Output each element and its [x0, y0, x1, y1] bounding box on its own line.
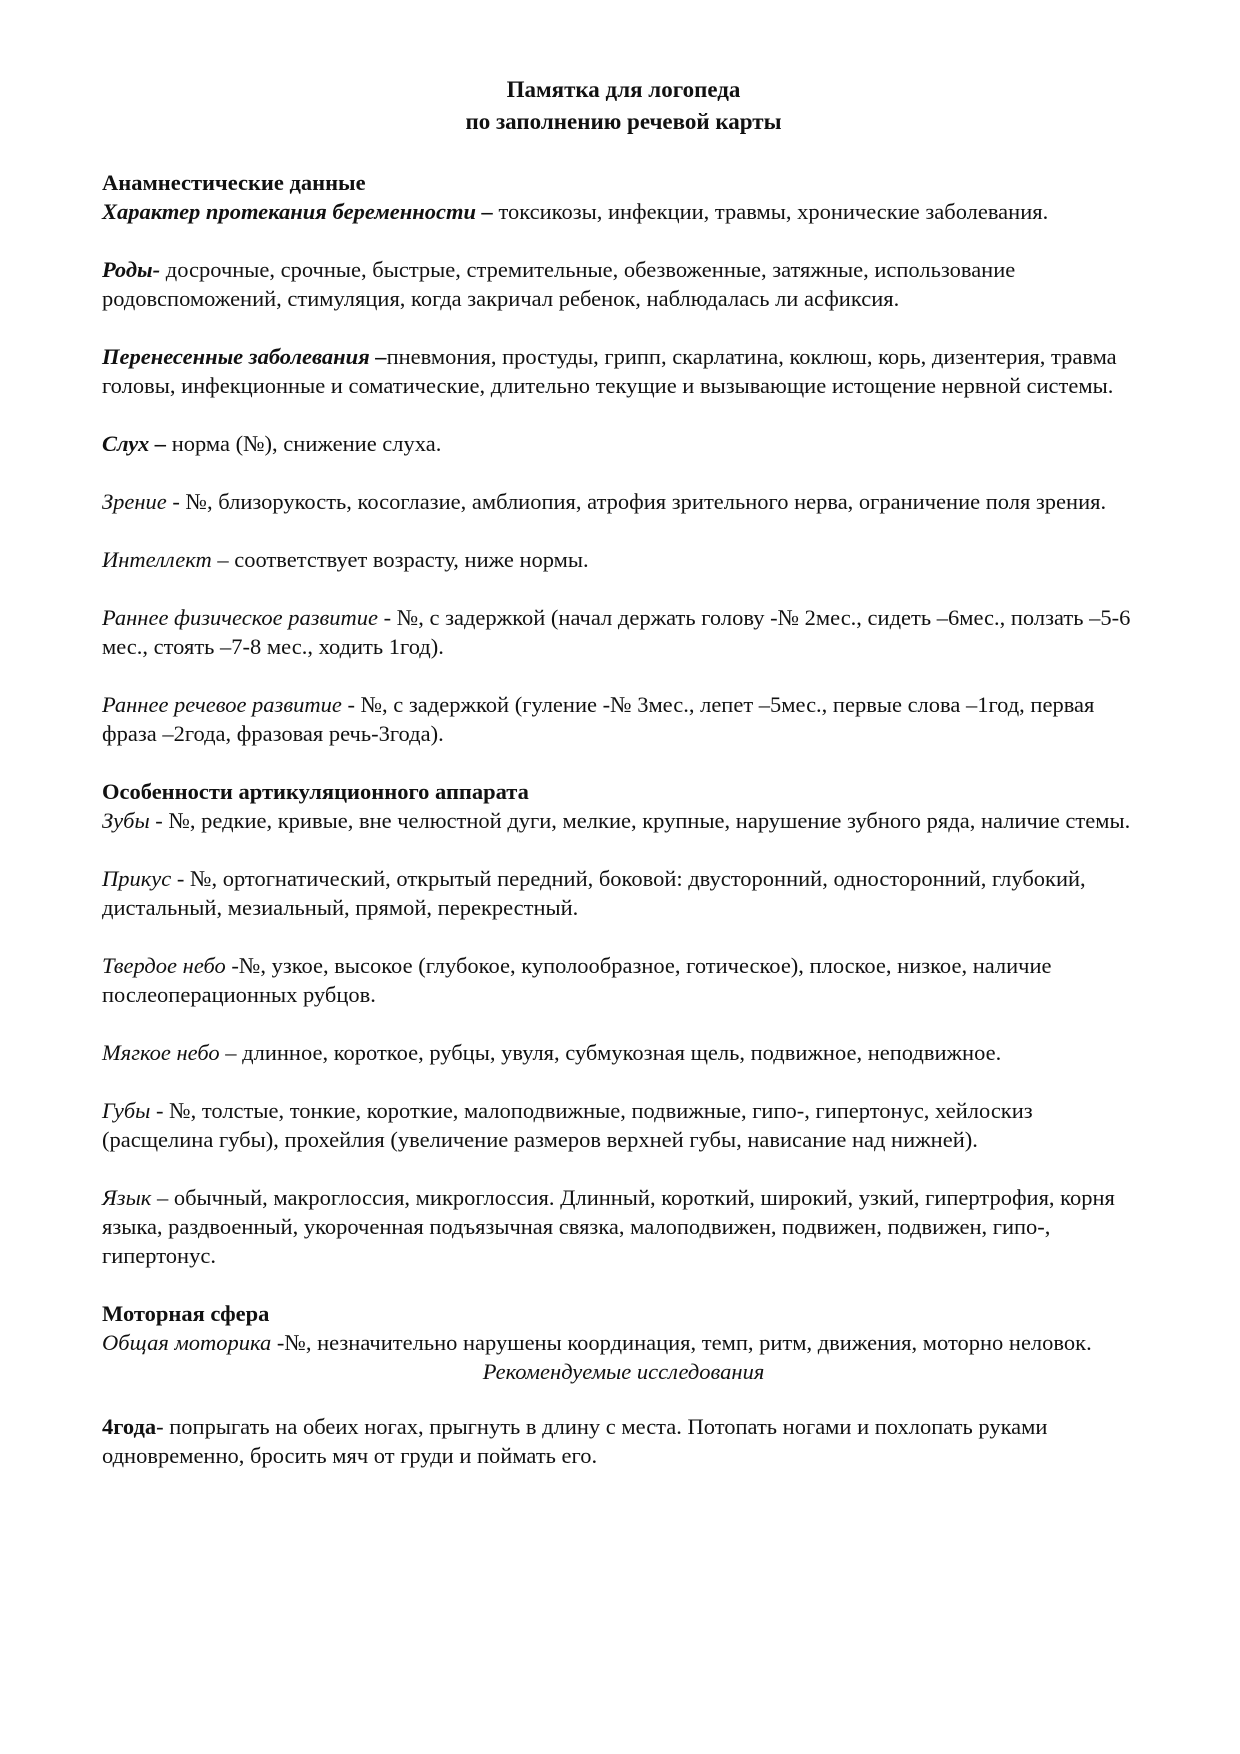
para-soft-palate — [102, 1038, 1145, 1067]
para-tongue — [102, 1183, 1145, 1270]
text-general-motor: №, незначительно нарушены координация, темп, ритм, движения, моторно неловок. — [284, 1330, 1092, 1355]
para-speech — [102, 690, 1145, 748]
para-vision — [102, 487, 1145, 516]
para-intellect — [102, 545, 1145, 574]
label-vision: Зрение - — [102, 489, 186, 514]
label-diseases: Перенесенные заболевания – — [102, 344, 387, 369]
text-birth: досрочные, срочные, быстрые, стремительные, обезвоженные, затяжные, использование родовспоможений, стимуляция, когда закричал ребенок, наблюдалась ли асфиксия. — [102, 257, 1016, 311]
para-lips — [102, 1096, 1145, 1154]
document-title — [102, 74, 1145, 138]
para-general-motor — [102, 1328, 1145, 1357]
title-line-1: Памятка для логопеда — [506, 77, 741, 102]
text-hearing: норма (№), снижение слуха. — [171, 431, 442, 456]
text-hard-palate: №, узкое, высокое (глубокое, куполообразное, готическое), плоское, низкое, наличие послеоперационных рубцов. — [102, 953, 1052, 1007]
label-pregnancy: Характер протекания беременности – — [102, 199, 499, 224]
label-tongue: Язык – — [102, 1185, 174, 1210]
text-vision: №, близорукость, косоглазие, амблиопия, атрофия зрительного нерва, ограничение поля зрения. — [185, 489, 1107, 514]
label-soft-palate: Мягкое небо – — [102, 1040, 243, 1065]
label-teeth: Зубы - — [102, 808, 169, 833]
label-general-motor: Общая моторика - — [102, 1330, 285, 1355]
text-physical: №, с задержкой (начал держать голову -№ 2мес., сидеть –6мес., ползать –5-6 мес., стоять –7-8 мес., ходить 1год). — [102, 605, 1131, 659]
heading-anamnesis: Анамнестические данные — [102, 170, 366, 195]
para-physical — [102, 603, 1145, 661]
para-diseases — [102, 342, 1145, 400]
recommended-studies: Рекомендуемые исследования — [482, 1359, 765, 1384]
text-pregnancy: токсикозы, инфекции, травмы, хронические заболевания. — [498, 199, 1049, 224]
label-hard-palate: Твердое небо - — [102, 953, 239, 978]
text-bite: №, ортогнатический, открытый передний, боковой: двусторонний, односторонний, глубокий, дистальный, мезиальный, прямой, перекрестный. — [102, 866, 1086, 920]
label-bite: Прикус - — [102, 866, 190, 891]
text-intellect: соответствует возрасту, ниже нормы. — [234, 547, 589, 572]
label-birth: Роды- — [102, 257, 166, 282]
label-speech: Раннее речевое развитие - — [102, 692, 361, 717]
label-lips: Губы - — [102, 1098, 170, 1123]
para-teeth — [102, 806, 1145, 835]
label-hearing: Слух – — [102, 431, 172, 456]
para-bite — [102, 864, 1145, 922]
text-lips: №, толстые, тонкие, короткие, малоподвижные, подвижные, гипо-, гипертонус, хейлоскиз (расщелина губы), прохейлия (увеличение размеров верхней губы, нависание над нижней). — [102, 1098, 1033, 1152]
para-age4 — [102, 1412, 1145, 1470]
label-intellect: Интеллект – — [102, 547, 235, 572]
text-diseases: пневмония, простуды, грипп, скарлатина, коклюш, корь, дизентерия, травма головы, инфекционные и соматические, длительно текущие и вызывающие истощение нервной системы. — [102, 344, 1117, 398]
text-soft-palate: длинное, короткое, рубцы, увуля, субмукозная щель, подвижное, неподвижное. — [242, 1040, 1002, 1065]
text-age4: - попрыгать на обеих ногах, прыгнуть в длину с места. Потопать ногами и похлопать руками одновременно, бросить мяч от груди и поймать его. — [102, 1414, 1048, 1468]
para-birth — [102, 255, 1145, 313]
label-physical: Раннее физическое развитие - — [102, 605, 397, 630]
text-speech: №, с задержкой (гуление -№ 3мес., лепет –5мес., первые слова –1год, первая фраза –2года, фразовая речь-3года). — [102, 692, 1095, 746]
para-pregnancy — [102, 197, 1145, 226]
para-hard-palate — [102, 951, 1145, 1009]
heading-articulation: Особенности артикуляционного аппарата — [102, 779, 529, 804]
label-age4: 4года — [102, 1414, 157, 1439]
text-tongue: обычный, макроглоссия, микроглоссия. Длинный, короткий, широкий, узкий, гипертрофия, корня языка, раздвоенный, укороченная подъязычная связка, малоподвижен, подвижен, подвижен, гипо-, гипертонус. — [102, 1185, 1115, 1268]
heading-motor: Моторная сфера — [102, 1301, 270, 1326]
para-hearing — [102, 429, 1145, 458]
title-line-2: по заполнению речевой карты — [465, 109, 782, 134]
text-teeth: №, редкие, кривые, вне челюстной дуги, мелкие, крупные, нарушение зубного ряда, наличие стемы. — [168, 808, 1131, 833]
